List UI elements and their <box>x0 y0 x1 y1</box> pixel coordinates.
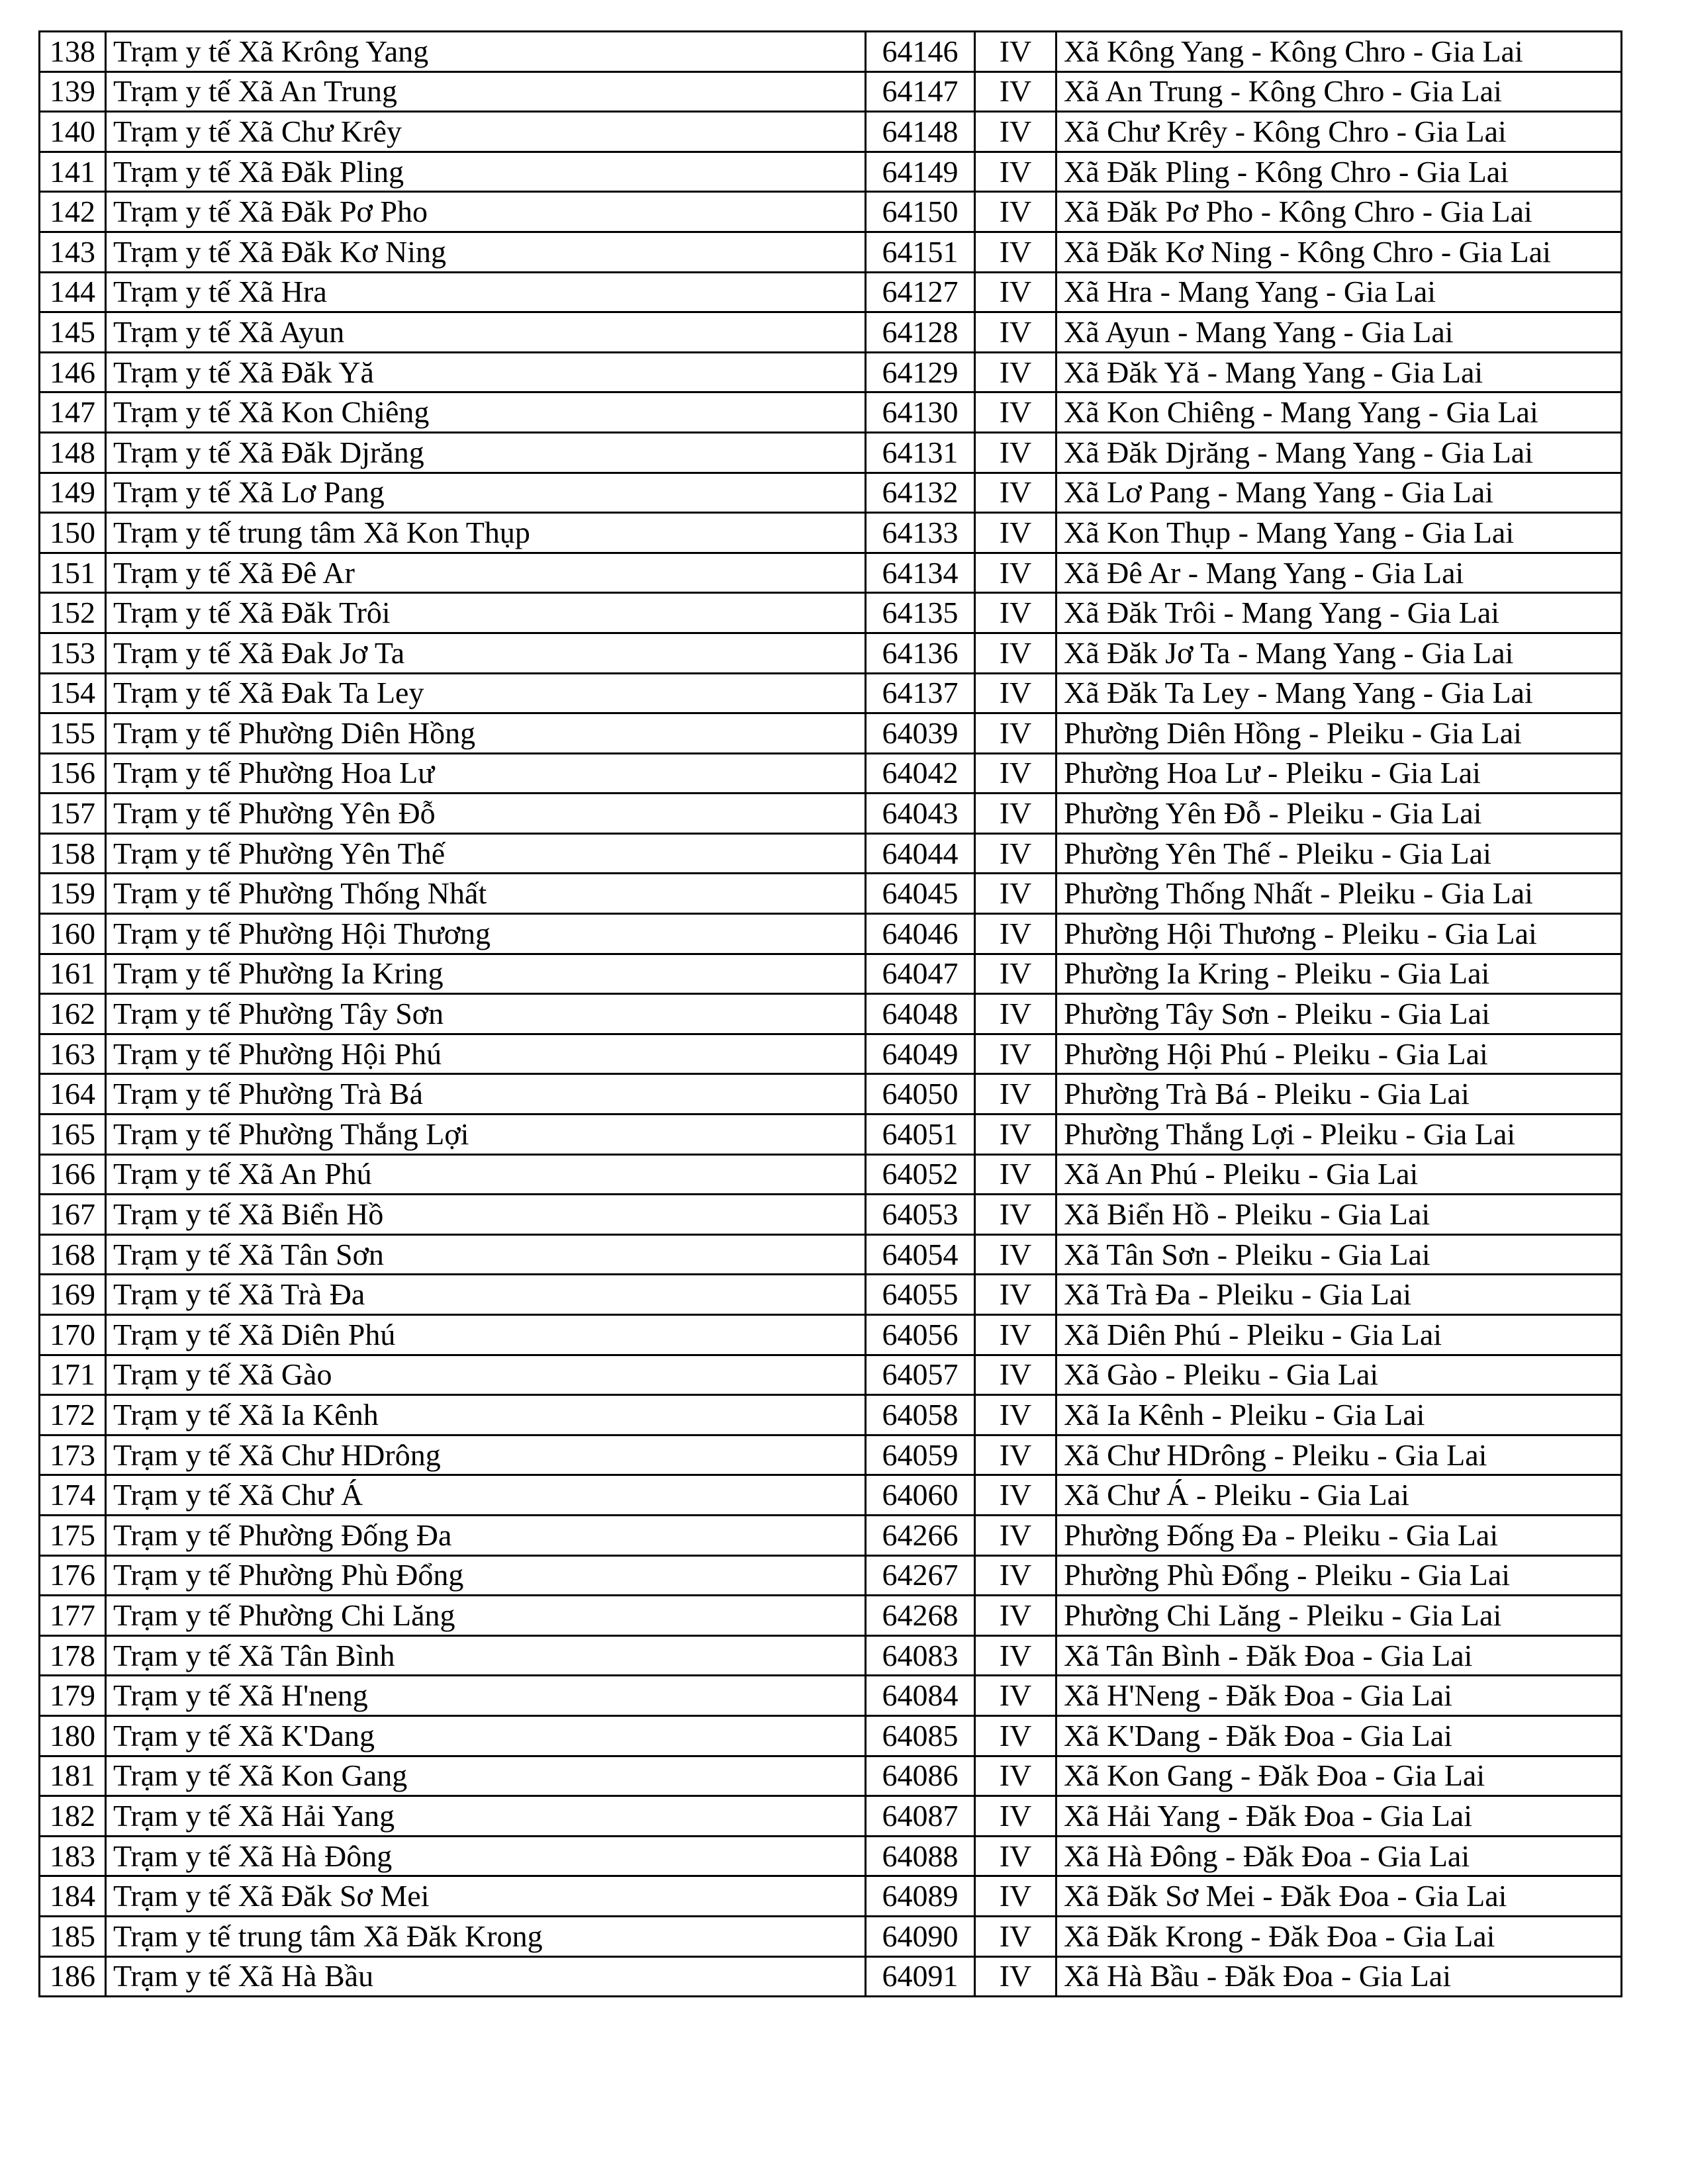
table-row <box>40 32 1622 72</box>
facility-code: 64052 <box>866 1154 975 1195</box>
facility-level: IV <box>975 352 1056 392</box>
facility-name: Trạm y tế Xã Ia Kênh <box>106 1395 866 1435</box>
facility-address: Xã Đăk Kơ Ning - Kông Chro - Gia Lai <box>1056 232 1622 272</box>
facility-name: Trạm y tế Phường Trà Bá <box>106 1074 866 1115</box>
table-row <box>40 1234 1622 1275</box>
row-number: 145 <box>40 312 106 353</box>
facility-address: Xã Tân Bình - Đăk Đoa - Gia Lai <box>1056 1635 1622 1676</box>
facility-name: Trạm y tế Xã Đê Ar <box>106 553 866 593</box>
facility-address: Xã H'Neng - Đăk Đoa - Gia Lai <box>1056 1676 1622 1716</box>
facility-level: IV <box>975 1074 1056 1115</box>
table-row <box>40 513 1622 553</box>
facility-table <box>38 30 1622 1997</box>
facility-level: IV <box>975 1475 1056 1516</box>
facility-name: Trạm y tế Xã Hải Yang <box>106 1796 866 1837</box>
facility-code: 64059 <box>866 1435 975 1475</box>
facility-level: IV <box>975 914 1056 954</box>
facility-name: Trạm y tế Xã H'neng <box>106 1676 866 1716</box>
facility-address: Xã Diên Phú - Pleiku - Gia Lai <box>1056 1315 1622 1355</box>
facility-level: IV <box>975 1635 1056 1676</box>
facility-address: Xã Kon Thụp - Mang Yang - Gia Lai <box>1056 513 1622 553</box>
table-row <box>40 272 1622 312</box>
facility-code: 64150 <box>866 192 975 232</box>
facility-level: IV <box>975 312 1056 353</box>
row-number: 147 <box>40 392 106 433</box>
facility-address: Xã Đăk Jơ Ta - Mang Yang - Gia Lai <box>1056 633 1622 673</box>
row-number: 150 <box>40 513 106 553</box>
row-number: 175 <box>40 1515 106 1555</box>
facility-code: 64136 <box>866 633 975 673</box>
facility-table-body <box>40 32 1622 1997</box>
facility-level: IV <box>975 513 1056 553</box>
facility-name: Trạm y tế Phường Thống Nhất <box>106 874 866 914</box>
facility-address: Xã Hà Đông - Đăk Đoa - Gia Lai <box>1056 1836 1622 1876</box>
facility-level: IV <box>975 1956 1056 1997</box>
facility-level: IV <box>975 954 1056 994</box>
facility-address: Xã Đăk Pơ Pho - Kông Chro - Gia Lai <box>1056 192 1622 232</box>
row-number: 172 <box>40 1395 106 1435</box>
facility-address: Xã Gào - Pleiku - Gia Lai <box>1056 1355 1622 1395</box>
table-row <box>40 954 1622 994</box>
facility-name: Trạm y tế Xã Tân Bình <box>106 1635 866 1676</box>
row-number: 148 <box>40 432 106 473</box>
facility-address: Xã Ia Kênh - Pleiku - Gia Lai <box>1056 1395 1622 1435</box>
facility-address: Phường Yên Đỗ - Pleiku - Gia Lai <box>1056 794 1622 834</box>
facility-code: 64056 <box>866 1315 975 1355</box>
facility-address: Xã Đăk Sơ Mei - Đăk Đoa - Gia Lai <box>1056 1876 1622 1917</box>
facility-level: IV <box>975 1154 1056 1195</box>
table-row <box>40 473 1622 513</box>
row-number: 171 <box>40 1355 106 1395</box>
row-number: 183 <box>40 1836 106 1876</box>
row-number: 158 <box>40 833 106 874</box>
facility-code: 64146 <box>866 32 975 72</box>
facility-address: Xã Đăk Trôi - Mang Yang - Gia Lai <box>1056 593 1622 633</box>
facility-level: IV <box>975 1836 1056 1876</box>
table-row <box>40 1275 1622 1315</box>
row-number: 177 <box>40 1596 106 1636</box>
row-number: 176 <box>40 1555 106 1596</box>
facility-address: Phường Phù Đổng - Pleiku - Gia Lai <box>1056 1555 1622 1596</box>
table-row <box>40 1956 1622 1997</box>
facility-code: 64268 <box>866 1596 975 1636</box>
facility-level: IV <box>975 152 1056 192</box>
facility-code: 64050 <box>866 1074 975 1115</box>
row-number: 154 <box>40 673 106 713</box>
facility-name: Trạm y tế Xã Đăk Trôi <box>106 593 866 633</box>
table-row <box>40 633 1622 673</box>
row-number: 143 <box>40 232 106 272</box>
row-number: 153 <box>40 633 106 673</box>
table-row <box>40 1315 1622 1355</box>
facility-name: Trạm y tế Xã Đăk Djrăng <box>106 432 866 473</box>
facility-address: Phường Đống Đa - Pleiku - Gia Lai <box>1056 1515 1622 1555</box>
facility-name: Trạm y tế Phường Tây Sơn <box>106 994 866 1034</box>
table-row <box>40 1555 1622 1596</box>
facility-address: Xã Hải Yang - Đăk Đoa - Gia Lai <box>1056 1796 1622 1837</box>
facility-address: Xã Kông Yang - Kông Chro - Gia Lai <box>1056 32 1622 72</box>
facility-level: IV <box>975 1435 1056 1475</box>
row-number: 185 <box>40 1916 106 1956</box>
table-row <box>40 1115 1622 1155</box>
table-row <box>40 753 1622 794</box>
table-row <box>40 232 1622 272</box>
facility-name: Trạm y tế Xã Chư HDrông <box>106 1435 866 1475</box>
row-number: 140 <box>40 112 106 152</box>
facility-level: IV <box>975 1234 1056 1275</box>
facility-level: IV <box>975 392 1056 433</box>
facility-name: Trạm y tế Xã Hà Bầu <box>106 1956 866 1997</box>
facility-name: Trạm y tế Xã Lơ Pang <box>106 473 866 513</box>
facility-name: Trạm y tế trung tâm Xã Kon Thụp <box>106 513 866 553</box>
table-row <box>40 1756 1622 1796</box>
facility-name: Trạm y tế Xã Krông Yang <box>106 32 866 72</box>
facility-name: Trạm y tế Xã Đăk Kơ Ning <box>106 232 866 272</box>
facility-code: 64060 <box>866 1475 975 1516</box>
facility-code: 64044 <box>866 833 975 874</box>
row-number: 182 <box>40 1796 106 1837</box>
facility-address: Xã Trà Đa - Pleiku - Gia Lai <box>1056 1275 1622 1315</box>
facility-name: Trạm y tế Phường Phù Đổng <box>106 1555 866 1596</box>
row-number: 179 <box>40 1676 106 1716</box>
row-number: 167 <box>40 1195 106 1235</box>
facility-address: Phường Tây Sơn - Pleiku - Gia Lai <box>1056 994 1622 1034</box>
facility-address: Phường Thống Nhất - Pleiku - Gia Lai <box>1056 874 1622 914</box>
facility-name: Trạm y tế Xã Kon Chiêng <box>106 392 866 433</box>
row-number: 170 <box>40 1315 106 1355</box>
facility-code: 64051 <box>866 1115 975 1155</box>
facility-level: IV <box>975 1515 1056 1555</box>
row-number: 169 <box>40 1275 106 1315</box>
facility-level: IV <box>975 112 1056 152</box>
row-number: 141 <box>40 152 106 192</box>
facility-address: Xã Hra - Mang Yang - Gia Lai <box>1056 272 1622 312</box>
table-row <box>40 1475 1622 1516</box>
facility-code: 64085 <box>866 1715 975 1756</box>
facility-code: 64151 <box>866 232 975 272</box>
row-number: 181 <box>40 1756 106 1796</box>
facility-address: Xã An Trung - Kông Chro - Gia Lai <box>1056 71 1622 112</box>
facility-code: 64091 <box>866 1956 975 1997</box>
table-row <box>40 1034 1622 1074</box>
row-number: 180 <box>40 1715 106 1756</box>
facility-level: IV <box>975 1596 1056 1636</box>
facility-code: 64054 <box>866 1234 975 1275</box>
facility-address: Xã Đăk Ta Ley - Mang Yang - Gia Lai <box>1056 673 1622 713</box>
facility-address: Phường Thắng Lợi - Pleiku - Gia Lai <box>1056 1115 1622 1155</box>
facility-code: 64042 <box>866 753 975 794</box>
facility-level: IV <box>975 1555 1056 1596</box>
table-row <box>40 713 1622 754</box>
table-row <box>40 1635 1622 1676</box>
facility-code: 64128 <box>866 312 975 353</box>
facility-level: IV <box>975 473 1056 513</box>
facility-address: Xã Đăk Djrăng - Mang Yang - Gia Lai <box>1056 432 1622 473</box>
facility-address: Phường Chi Lăng - Pleiku - Gia Lai <box>1056 1596 1622 1636</box>
row-number: 162 <box>40 994 106 1034</box>
facility-code: 64129 <box>866 352 975 392</box>
facility-code: 64043 <box>866 794 975 834</box>
facility-name: Trạm y tế Xã Chư Krêy <box>106 112 866 152</box>
facility-level: IV <box>975 1715 1056 1756</box>
facility-code: 64134 <box>866 553 975 593</box>
row-number: 168 <box>40 1234 106 1275</box>
facility-name: Trạm y tế Xã An Phú <box>106 1154 866 1195</box>
row-number: 161 <box>40 954 106 994</box>
row-number: 174 <box>40 1475 106 1516</box>
facility-code: 64087 <box>866 1796 975 1837</box>
table-row <box>40 312 1622 353</box>
table-row <box>40 833 1622 874</box>
facility-level: IV <box>975 272 1056 312</box>
facility-level: IV <box>975 673 1056 713</box>
facility-level: IV <box>975 1315 1056 1355</box>
facility-code: 64055 <box>866 1275 975 1315</box>
facility-code: 64147 <box>866 71 975 112</box>
facility-level: IV <box>975 833 1056 874</box>
table-row <box>40 1916 1622 1956</box>
facility-level: IV <box>975 1355 1056 1395</box>
table-row <box>40 1876 1622 1917</box>
table-row <box>40 1796 1622 1837</box>
facility-address: Phường Diên Hồng - Pleiku - Gia Lai <box>1056 713 1622 754</box>
table-row <box>40 1195 1622 1235</box>
row-number: 146 <box>40 352 106 392</box>
table-row <box>40 112 1622 152</box>
facility-name: Trạm y tế Phường Hoa Lư <box>106 753 866 794</box>
facility-level: IV <box>975 1195 1056 1235</box>
row-number: 138 <box>40 32 106 72</box>
facility-level: IV <box>975 1275 1056 1315</box>
facility-name: Trạm y tế Xã Chư Á <box>106 1475 866 1516</box>
table-row <box>40 1596 1622 1636</box>
facility-name: Trạm y tế Phường Ia Kring <box>106 954 866 994</box>
facility-level: IV <box>975 32 1056 72</box>
table-row <box>40 352 1622 392</box>
facility-level: IV <box>975 1115 1056 1155</box>
facility-name: Trạm y tế Xã Kon Gang <box>106 1756 866 1796</box>
facility-address: Phường Trà Bá - Pleiku - Gia Lai <box>1056 1074 1622 1115</box>
facility-address: Xã Kon Gang - Đăk Đoa - Gia Lai <box>1056 1756 1622 1796</box>
table-row <box>40 1515 1622 1555</box>
facility-name: Trạm y tế Xã Đăk Pơ Pho <box>106 192 866 232</box>
table-row <box>40 673 1622 713</box>
row-number: 144 <box>40 272 106 312</box>
table-row <box>40 1435 1622 1475</box>
facility-name: Trạm y tế Phường Hội Phú <box>106 1034 866 1074</box>
facility-code: 64148 <box>866 112 975 152</box>
facility-code: 64084 <box>866 1676 975 1716</box>
facility-code: 64046 <box>866 914 975 954</box>
facility-level: IV <box>975 1876 1056 1917</box>
facility-address: Xã Hà Bầu - Đăk Đoa - Gia Lai <box>1056 1956 1622 1997</box>
facility-level: IV <box>975 633 1056 673</box>
facility-level: IV <box>975 1916 1056 1956</box>
table-row <box>40 1355 1622 1395</box>
facility-address: Xã Chư Á - Pleiku - Gia Lai <box>1056 1475 1622 1516</box>
facility-address: Xã Tân Sơn - Pleiku - Gia Lai <box>1056 1234 1622 1275</box>
row-number: 186 <box>40 1956 106 1997</box>
facility-name: Trạm y tế Phường Chi Lăng <box>106 1596 866 1636</box>
facility-code: 64086 <box>866 1756 975 1796</box>
facility-code: 64149 <box>866 152 975 192</box>
facility-address: Xã Lơ Pang - Mang Yang - Gia Lai <box>1056 473 1622 513</box>
facility-code: 64135 <box>866 593 975 633</box>
row-number: 156 <box>40 753 106 794</box>
table-row <box>40 553 1622 593</box>
facility-address: Xã Đăk Yă - Mang Yang - Gia Lai <box>1056 352 1622 392</box>
facility-name: Trạm y tế Xã Gào <box>106 1355 866 1395</box>
facility-name: Trạm y tế Phường Đống Đa <box>106 1515 866 1555</box>
facility-name: Trạm y tế Phường Yên Đỗ <box>106 794 866 834</box>
facility-code: 64053 <box>866 1195 975 1235</box>
facility-level: IV <box>975 874 1056 914</box>
facility-level: IV <box>975 1796 1056 1837</box>
facility-code: 64039 <box>866 713 975 754</box>
row-number: 142 <box>40 192 106 232</box>
facility-code: 64058 <box>866 1395 975 1435</box>
row-number: 160 <box>40 914 106 954</box>
facility-name: Trạm y tế Phường Thắng Lợi <box>106 1115 866 1155</box>
facility-name: Trạm y tế Xã Ayun <box>106 312 866 353</box>
facility-level: IV <box>975 794 1056 834</box>
row-number: 151 <box>40 553 106 593</box>
table-row <box>40 994 1622 1034</box>
table-row <box>40 593 1622 633</box>
facility-name: Trạm y tế Phường Yên Thế <box>106 833 866 874</box>
facility-code: 64088 <box>866 1836 975 1876</box>
row-number: 164 <box>40 1074 106 1115</box>
facility-code: 64137 <box>866 673 975 713</box>
table-row <box>40 1676 1622 1716</box>
facility-code: 64057 <box>866 1355 975 1395</box>
facility-level: IV <box>975 593 1056 633</box>
table-row <box>40 794 1622 834</box>
table-row <box>40 874 1622 914</box>
facility-code: 64131 <box>866 432 975 473</box>
facility-code: 64130 <box>866 392 975 433</box>
facility-level: IV <box>975 1034 1056 1074</box>
facility-address: Xã An Phú - Pleiku - Gia Lai <box>1056 1154 1622 1195</box>
facility-level: IV <box>975 192 1056 232</box>
facility-level: IV <box>975 994 1056 1034</box>
facility-address: Xã Chư Krêy - Kông Chro - Gia Lai <box>1056 112 1622 152</box>
facility-code: 64266 <box>866 1515 975 1555</box>
table-row <box>40 1074 1622 1115</box>
table-row <box>40 914 1622 954</box>
facility-name: Trạm y tế Xã Tân Sơn <box>106 1234 866 1275</box>
facility-code: 64049 <box>866 1034 975 1074</box>
facility-address: Xã Chư HDrông - Pleiku - Gia Lai <box>1056 1435 1622 1475</box>
facility-name: Trạm y tế Xã Đăk Pling <box>106 152 866 192</box>
facility-address: Xã Biển Hồ - Pleiku - Gia Lai <box>1056 1195 1622 1235</box>
row-number: 139 <box>40 71 106 112</box>
facility-level: IV <box>975 1395 1056 1435</box>
row-number: 152 <box>40 593 106 633</box>
row-number: 178 <box>40 1635 106 1676</box>
facility-name: Trạm y tế Xã Diên Phú <box>106 1315 866 1355</box>
row-number: 173 <box>40 1435 106 1475</box>
facility-code: 64083 <box>866 1635 975 1676</box>
facility-address: Phường Hội Phú - Pleiku - Gia Lai <box>1056 1034 1622 1074</box>
row-number: 155 <box>40 713 106 754</box>
facility-name: Trạm y tế Xã An Trung <box>106 71 866 112</box>
facility-level: IV <box>975 713 1056 754</box>
facility-address: Xã Đê Ar - Mang Yang - Gia Lai <box>1056 553 1622 593</box>
table-row <box>40 71 1622 112</box>
facility-code: 64048 <box>866 994 975 1034</box>
facility-code: 64133 <box>866 513 975 553</box>
facility-name: Trạm y tế Xã Đak Ta Ley <box>106 673 866 713</box>
facility-name: Trạm y tế Xã Hra <box>106 272 866 312</box>
facility-name: Trạm y tế Xã Hà Đông <box>106 1836 866 1876</box>
row-number: 163 <box>40 1034 106 1074</box>
facility-code: 64089 <box>866 1876 975 1917</box>
facility-name: Trạm y tế Xã Biển Hồ <box>106 1195 866 1235</box>
facility-code: 64090 <box>866 1916 975 1956</box>
facility-address: Xã Ayun - Mang Yang - Gia Lai <box>1056 312 1622 353</box>
facility-code: 64045 <box>866 874 975 914</box>
facility-address: Phường Ia Kring - Pleiku - Gia Lai <box>1056 954 1622 994</box>
table-row <box>40 192 1622 232</box>
facility-address: Phường Hội Thương - Pleiku - Gia Lai <box>1056 914 1622 954</box>
facility-name: Trạm y tế Phường Diên Hồng <box>106 713 866 754</box>
row-number: 165 <box>40 1115 106 1155</box>
facility-address: Phường Yên Thế - Pleiku - Gia Lai <box>1056 833 1622 874</box>
facility-level: IV <box>975 753 1056 794</box>
facility-address: Xã K'Dang - Đăk Đoa - Gia Lai <box>1056 1715 1622 1756</box>
table-row <box>40 152 1622 192</box>
facility-name: Trạm y tế Xã Đăk Yă <box>106 352 866 392</box>
row-number: 159 <box>40 874 106 914</box>
facility-address: Xã Kon Chiêng - Mang Yang - Gia Lai <box>1056 392 1622 433</box>
facility-code: 64267 <box>866 1555 975 1596</box>
facility-name: Trạm y tế Xã Trà Đa <box>106 1275 866 1315</box>
row-number: 184 <box>40 1876 106 1917</box>
facility-code: 64132 <box>866 473 975 513</box>
facility-address: Xã Đăk Krong - Đăk Đoa - Gia Lai <box>1056 1916 1622 1956</box>
table-row <box>40 392 1622 433</box>
facility-level: IV <box>975 1676 1056 1716</box>
facility-level: IV <box>975 71 1056 112</box>
table-row <box>40 432 1622 473</box>
table-row <box>40 1154 1622 1195</box>
row-number: 157 <box>40 794 106 834</box>
table-row <box>40 1395 1622 1435</box>
facility-level: IV <box>975 1756 1056 1796</box>
facility-name: Trạm y tế Xã Đăk Sơ Mei <box>106 1876 866 1917</box>
facility-address: Xã Đăk Pling - Kông Chro - Gia Lai <box>1056 152 1622 192</box>
row-number: 166 <box>40 1154 106 1195</box>
facility-level: IV <box>975 553 1056 593</box>
facility-address: Phường Hoa Lư - Pleiku - Gia Lai <box>1056 753 1622 794</box>
facility-name: Trạm y tế Xã K'Dang <box>106 1715 866 1756</box>
facility-code: 64127 <box>866 272 975 312</box>
facility-name: Trạm y tế Phường Hội Thương <box>106 914 866 954</box>
facility-code: 64047 <box>866 954 975 994</box>
facility-level: IV <box>975 432 1056 473</box>
facility-name: Trạm y tế trung tâm Xã Đăk Krong <box>106 1916 866 1956</box>
row-number: 149 <box>40 473 106 513</box>
table-row <box>40 1836 1622 1876</box>
facility-level: IV <box>975 232 1056 272</box>
facility-name: Trạm y tế Xã Đak Jơ Ta <box>106 633 866 673</box>
table-row <box>40 1715 1622 1756</box>
